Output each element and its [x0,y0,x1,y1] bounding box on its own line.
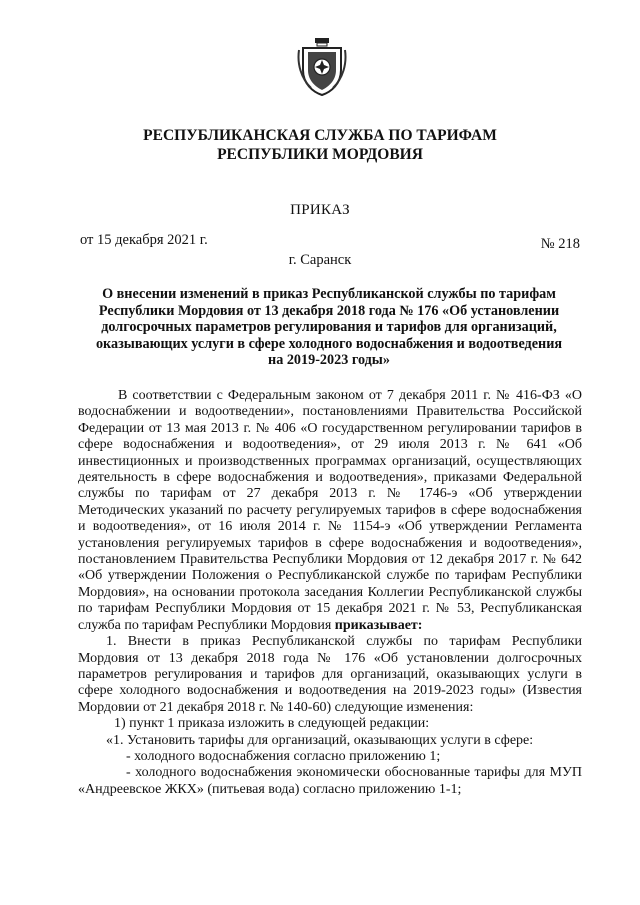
organization-name [0,126,640,164]
item-1-1-paragraph: 1) пункт 1 приказа изложить в следующей редакции: [114,716,430,732]
title-line: О внесении изменений в приказ Республиканской службы по тарифам [102,286,556,302]
coat-of-arms-icon [297,38,347,96]
document-type: ПРИКАЗ [290,202,350,218]
preamble-resolution: приказывает: [334,617,423,633]
title-line: долгосрочных параметров регулирования и тарифов для организаций, [101,319,557,336]
document-title [78,286,580,369]
document-city: г. Саранск [288,252,352,268]
document-date: от 15 декабря 2021 г. [80,232,208,248]
org-line-2: РЕСПУБЛИКИ МОРДОВИЯ [217,146,423,163]
document-body [78,388,582,798]
dash-item: - холодного водоснабжения согласно приложению 1; [126,748,441,764]
item-1-paragraph: 1. Внести в приказ Республиканской службы по тарифам Республики Мордовия от 13 декабря 2018 года № 176 «Об установлении долгосрочных параметров регулирования и тарифов для организаций, оказывающих услуги в сфере холодного водоснабжения и водоотведения на 2019-2023 годы» (Известия Мордовии от 21 декабря 2018 г. № 140-60) следующие изменения: [78,634,582,715]
quote-paragraph: «1. Установить тарифы для организаций, оказывающих услуги в сфере: [106,732,534,748]
preamble-paragraph [78,388,582,634]
title-line: на 2019-2023 годы» [268,352,390,369]
document-number: № 218 [540,236,580,252]
org-line-1: РЕСПУБЛИКАНСКАЯ СЛУЖБА ПО ТАРИФАМ [143,127,497,144]
preamble-text: В соответствии с Федеральным законом от 7 декабря 2011 г. № 416-ФЗ «О водоснабжении и водоотведении», постановлениями Правительства Российской Федерации от 13 мая 2013 г. № 406 «О государственном регулировании тарифов в сфере водоснабжения и водоотведения», от 29 июля 2013 г. № 641 «Об инвестиционных и производственных программах организаций, осуществляющих деятельность в сфере водоснабжения и водоотведения», приказами Федеральной службы по тарифам от 27 декабря 2013 г. № 1746-э «Об утверждении Методических указаний по расчету регулируемых тарифов в сфере водоснабжения и водоотведения», от 16 июля 2014 г. № 1154-э «Об утверждении Регламента установления регулируемых тарифов в сфере водоснабжения и водоотведения», постановлением Правительства Республики Мордовия от 12 декабря 2017 г. № 642 «Об утверждении Положения о Республиканской службе по тарифам Республики Мордовия», на основании протокола заседания Коллегии Республиканской службы по тарифам Республики Мордовия от 15 декабря 2021 г. № 53, Республиканская служба по тарифам Республики Мордовия [78,388,582,633]
dash-item: - холодного водоснабжения экономически обоснованные тарифы для МУП «Андреевское ЖКХ» (питьевая вода) согласно приложению 1-1; [78,765,582,797]
title-line: оказывающих услуги в сфере холодного водоснабжения и водоотведения [95,335,563,352]
title-line: Республики Мордовия от 13 декабря 2018 года № 176 «Об установлении [98,302,560,319]
